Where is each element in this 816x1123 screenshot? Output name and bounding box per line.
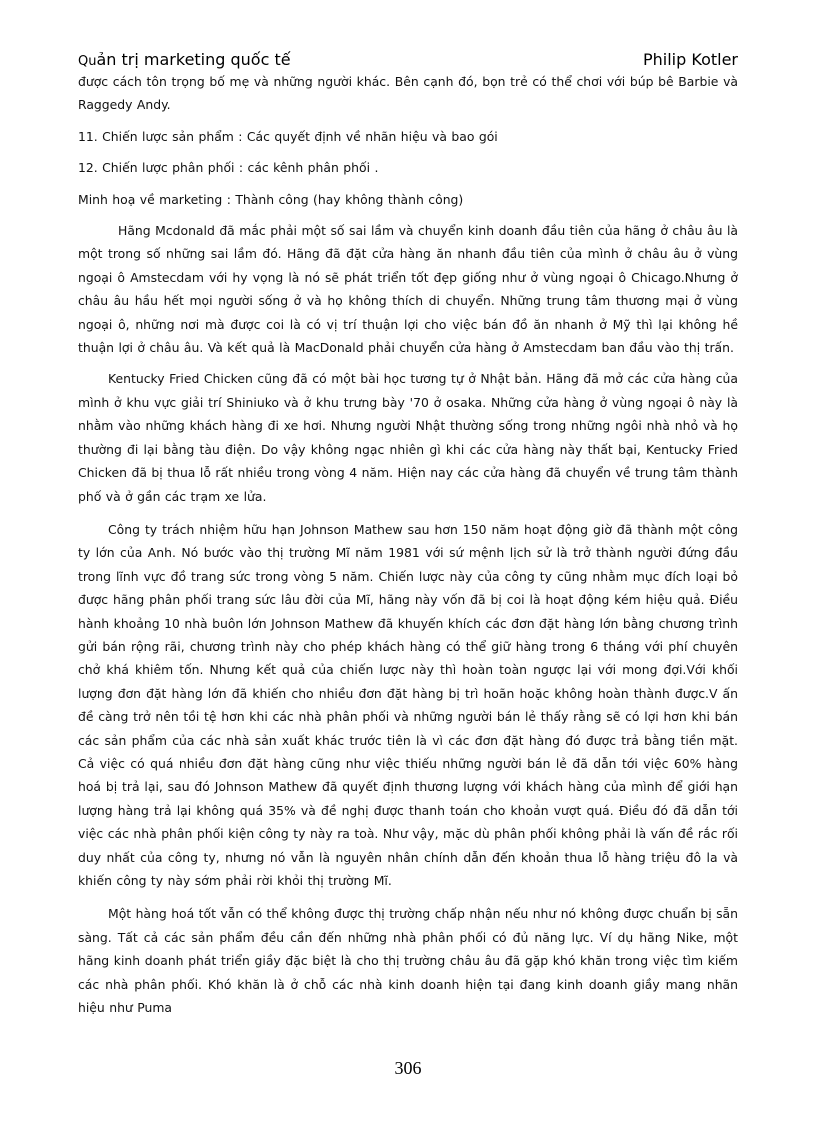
heading-product-strategy: 11. Chiến lược sản phẩm : Các quyết định về nhãn hiệu và bao gói (78, 128, 498, 144)
paragraph-nike: Một hàng hoá tốt vẫn có thể không được thị trường chấp nhận nếu như nó không được chuẩn bị sẵn sàng. Tất cả các sản phẩm đều cần đến những nhà phân phối có đủ năng lực. Ví dụ hãng Nike, một hãng kinh doanh phát triển giầy đặc biệt là cho thị trường châu âu đã gặp khó khăn trong việc tìm kiếm các nhà phân phối. Khó khăn là ở chỗ các nhà kinh doanh hiện tại đang kinh doanh giầy mang nhãn hiệu như Puma (78, 906, 738, 1016)
paragraph-johnson-mathew: Công ty trách nhiệm hữu hạn Johnson Mathew sau hơn 150 năm hoạt động giờ đã thành một công ty lớn của Anh. Nó bước vào thị trường Mĩ năm 1981 với sứ mệnh lịch sử là trở thành người đứng đầu trong lĩnh vực đồ trang sức trong vòng 5 năm. Chiến lược này của công ty cũng nhằm mục đích loại bỏ được hãng phân phối trang sức lâu đời của Mĩ, hãng này vốn đã bị coi là hoạt động kém hiệu quả. Điều hành khoảng 10 nhà buôn lớn Johnson Mathew đã khuyến khích các đơn đặt hàng lớn bằng chương trình gửi bán rộng rãi, chương trình này cho phép khách hàng có thể giữ hàng trong 6 tháng với phí chuyên chở khá khiêm tốn. Nhưng kết quả của chiến lược này thì hoàn toàn ngược lại với mong đợi.Với khối lượng đơn đặt hàng lớn đã khiến cho nhiều đơn đặt hàng bị trì hoãn hoặc không hoàn thành được.V ấn đề càng trở nên tồi tệ hơn khi các nhà phân phối và những người bán lẻ thấy rằng sẽ có lợi hơn khi bán các sản phẩm của các nhà sản xuất khác trước tiên là vì các đơn đặt hàng đó được trả bằng tiền mặt. Cả việc có quá nhiều đơn đặt hàng cũng như việc thiếu những người bán lẻ đã dẫn tới việc 60% hàng hoá bị trả lại, sau đó Johnson Mathew đã quyết định thương lượng với khách hàng của mình để giới hạn lượng hàng trả lại không quá 35% và đề nghị được thanh toán cho khoản vượt quá. Điều đó đã dẫn tới việc các nhà phân phối kiện công ty này ra toà. Như vậy, mặc dù phân phối không phải là vấn đề rắc rối duy nhất của công ty, nhưng nó vẫn là nguyên nhân chính dẫn đến khoản thua lỗ hàng triệu đô la và khiến công ty này sớm phải rời khỏi thị trường Mĩ. (78, 521, 738, 888)
heading-distribution-strategy: 12. Chiến lược phân phối : các kênh phân phối . (78, 160, 379, 176)
book-title (78, 50, 291, 69)
paragraph-kentucky: Kentucky Fried Chicken cũng đã có một bài học tương tự ở Nhật bản. Hãng đã mở các cửa hàng của mình ở khu vực giải trí Shiniuko và ở khu trưng bày '70 ở osaka. Những cửa hàng ở vùng ngoại ô này là nhằm vào những khách hàng đi xe hơi. Nhưng người Nhật thường sống trong những ngôi nhà nhỏ và họ thường đi lại bằng tàu điện. Do vậy không ngạc nhiên gì khi các cửa hàng này thất bại, Kentucky Fried Chicken đã bị thua lỗ rất nhiều trong vòng 4 năm. Hiện nay các cửa hàng đã chuyển về trung tâm thành phố và ở gần các trạm xe lửa. (78, 371, 738, 504)
author-name: Philip Kotler (643, 50, 738, 69)
heading-marketing-illustration: Minh hoạ về marketing : Thành công (hay không thành công) (78, 191, 464, 207)
paragraph-mcdonald: Hãng Mcdonald đã mắc phải một số sai lầm và chuyển kinh doanh đầu tiên của hãng ở châu âu là một trong số những sai lầm đó. Hãng đã đặt cửa hàng ăn nhanh đầu tiên của mình ở châu âu ở vùng ngoại ô Amstecdam với hy vọng là nó sẽ phát triển tốt đẹp giống như ở vùng ngoại ô Chicago.Nhưng ở châu âu hầu hết mọi người sống ở và họ không thích di chuyển. Những trung tâm thương mại ở vùng ngoại ô, những nơi mà được coi là có vị trí thuận lợi cho việc bán đồ ăn nhanh ở Mỹ thì lại không hề thuận lợi ở châu âu. Và kết quả là MacDonald phải chuyển cửa hàng ở Amstecdam ban đầu vào thị trấn. (78, 223, 738, 356)
book-title-rest: ản trị marketing quốc tế (96, 50, 291, 69)
page-header (78, 50, 738, 72)
book-title-prefix: Qu (78, 54, 97, 69)
body-text (78, 70, 738, 1019)
page-number: 306 (394, 1058, 422, 1078)
paragraph-continuation: được cách tôn trọng bố mẹ và những người khác. Bên cạnh đó, bọn trẻ có thể chơi với búp bê Barbie và Raggedy Andy. (78, 74, 738, 113)
